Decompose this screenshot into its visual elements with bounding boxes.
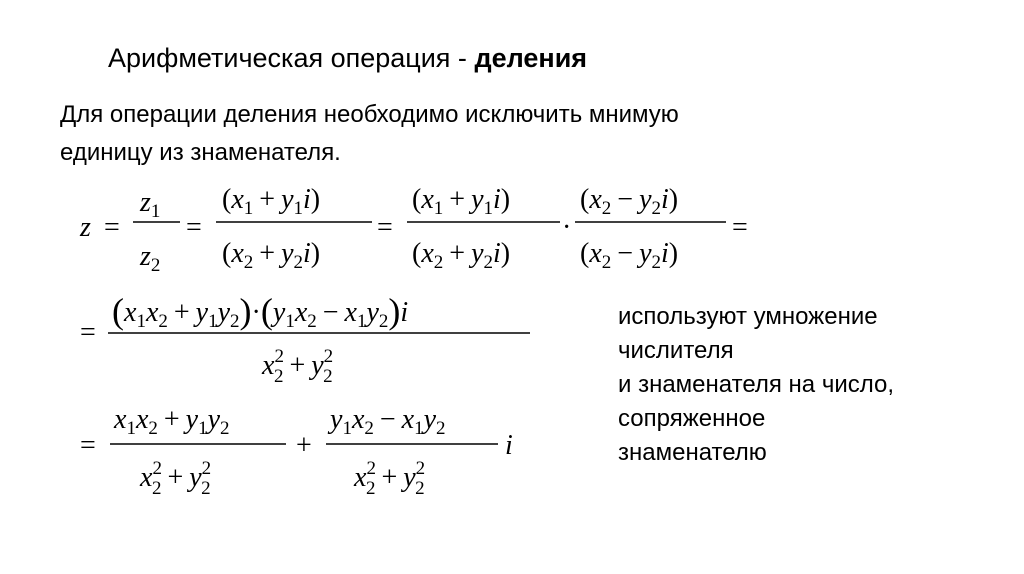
equals-sign: = <box>186 212 202 243</box>
numerator: $(x_1 + y_1i)$ <box>222 184 321 219</box>
intro-line-2: единицу из знаменателя. <box>60 139 341 166</box>
intro-line-1: Для операции деления необходимо исключить мнимую <box>60 101 679 128</box>
note-line-5: знаменателю <box>618 439 767 466</box>
note-line-1: используют умножение <box>618 303 878 330</box>
plus-sign: + <box>296 430 312 461</box>
formula-line-3 <box>80 404 513 499</box>
formula-line-1 <box>79 184 748 276</box>
equals-sign: = <box>104 212 120 243</box>
note-line-2: числителя <box>618 337 734 364</box>
formula-line-2 <box>80 291 530 387</box>
title-regular: Арифметическая операция - <box>108 43 475 73</box>
denominator: $(x_2 - y_2i)$ <box>580 238 679 273</box>
num-z1: $z_1$ <box>140 187 161 222</box>
note-line-3: и знаменателя на число, <box>618 371 895 398</box>
denominator: $x^2$ $2 + y^2$ 2 <box>262 346 334 387</box>
equals-sign: = <box>80 317 96 348</box>
numerator: $x_1x_2 + y_1y_2$ <box>114 404 230 439</box>
title-bold: деления <box>474 43 588 73</box>
imaginary-unit: i <box>505 430 513 461</box>
denominator: $x^2$ $2 + y^2$ 2 <box>354 458 426 499</box>
equals-sign: = <box>80 430 96 461</box>
numerator: $(x_1 + y_1i)$ <box>412 184 511 219</box>
note-line-4: сопряженное <box>618 405 766 432</box>
numerator: $(x_2 - y_2i)$ <box>580 184 679 219</box>
denominator: $x^2$ $2 + y^2$ 2 <box>140 458 212 499</box>
numerator: $(x_1x_2 + y_1y_2)\cdot(y_1x_2 - x_1y_2)i$ <box>112 291 409 332</box>
denominator: $(x_2 + y_2i)$ <box>412 238 511 273</box>
dot-operator: · <box>562 212 572 243</box>
equals-sign: = <box>377 212 393 243</box>
numerator: $y_1x_2 - x_1y_2$ <box>330 404 446 439</box>
denominator: $(x_2 + y_2i)$ <box>222 238 321 273</box>
var-z: z <box>80 212 91 243</box>
den-z2: $z_2$ <box>140 241 161 276</box>
equals-sign: = <box>732 212 748 243</box>
